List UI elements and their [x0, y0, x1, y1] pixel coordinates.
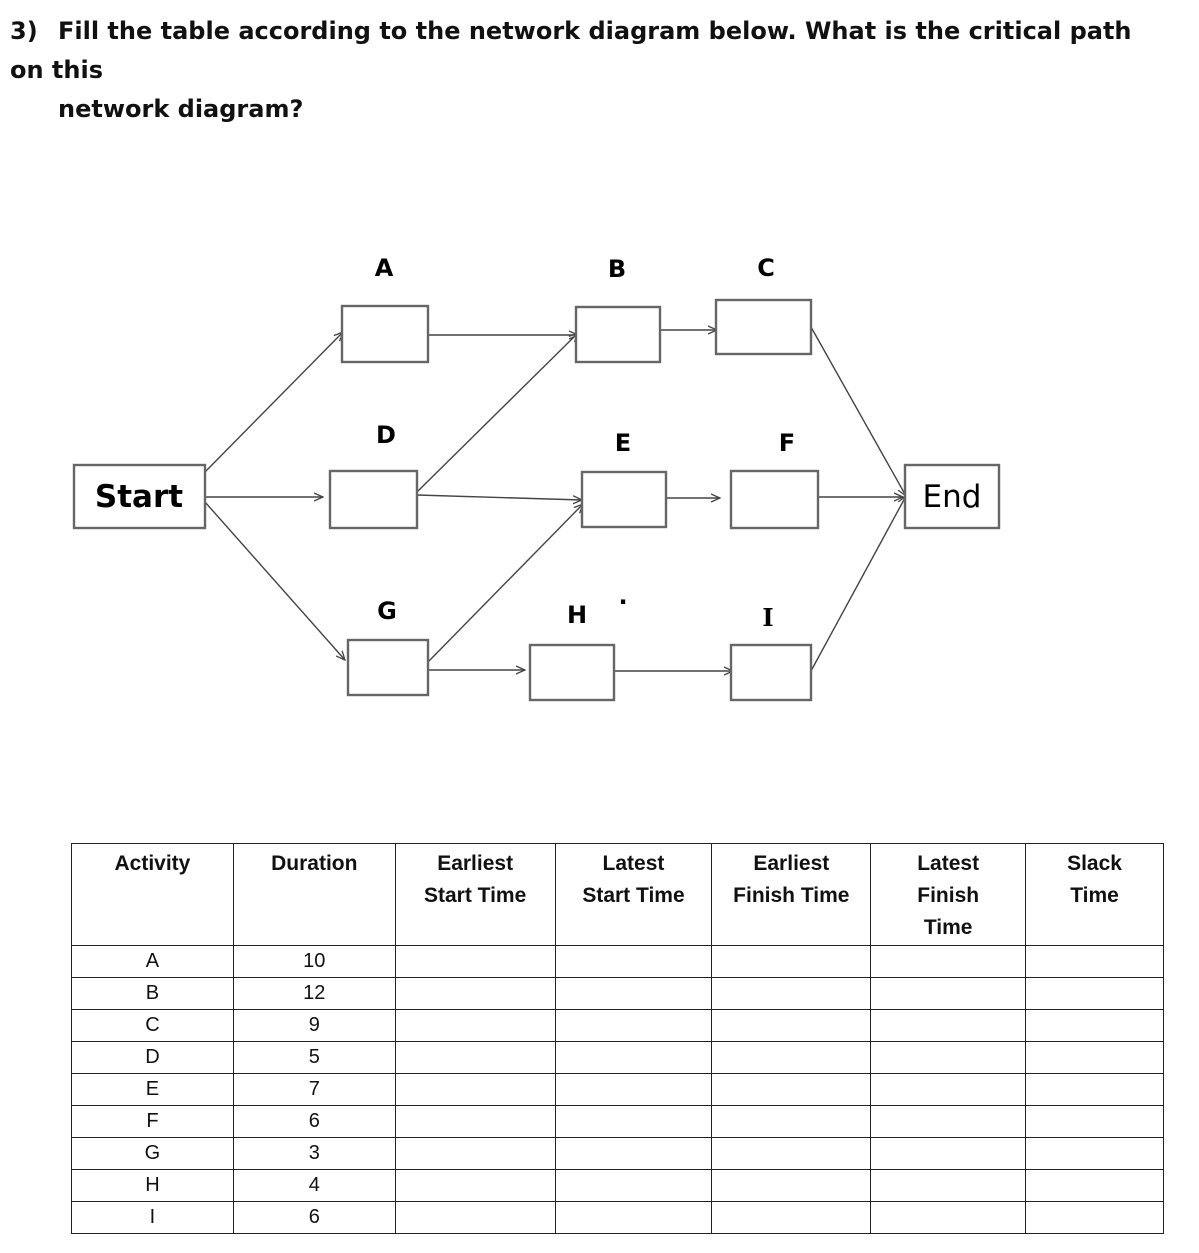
arrow-start-g	[205, 502, 345, 660]
activity-label-d: D	[376, 421, 396, 449]
header-earliest-start: Earliest Start Time	[395, 844, 555, 946]
latest-start-cell[interactable]	[555, 1106, 712, 1138]
activity-label-e: E	[614, 429, 632, 457]
slack-cell[interactable]	[1026, 1106, 1164, 1138]
activity-cell: F	[72, 1106, 234, 1138]
arrow-i-end	[811, 496, 906, 671]
latest-start-cell[interactable]	[555, 1170, 712, 1202]
duration-cell: 5	[233, 1042, 395, 1074]
duration-cell: 4	[233, 1170, 395, 1202]
activity-cell: E	[72, 1074, 234, 1106]
header-latest-finish: Latest Finish Time	[871, 844, 1026, 946]
activity-cell: D	[72, 1042, 234, 1074]
arrow-d-b	[417, 333, 578, 492]
activity-box-g	[348, 640, 428, 695]
latest-start-cell[interactable]	[555, 1138, 712, 1170]
start-node	[74, 465, 205, 528]
latest-finish-cell[interactable]	[871, 1170, 1026, 1202]
stray-dot: ·	[618, 588, 628, 616]
activity-cell: G	[72, 1138, 234, 1170]
latest-start-cell[interactable]	[555, 1202, 712, 1234]
end-node	[905, 465, 999, 528]
arrow-c-end	[811, 327, 906, 496]
latest-finish-cell[interactable]	[871, 946, 1026, 978]
latest-finish-cell[interactable]	[871, 1042, 1026, 1074]
earliest-finish-cell[interactable]	[712, 1010, 871, 1042]
earliest-finish-cell[interactable]	[712, 946, 871, 978]
slack-cell[interactable]	[1026, 1074, 1164, 1106]
latest-start-cell[interactable]	[555, 1042, 712, 1074]
table-body	[72, 946, 1164, 1234]
latest-start-cell[interactable]	[555, 946, 712, 978]
earliest-finish-cell[interactable]	[712, 978, 871, 1010]
slack-cell[interactable]	[1026, 1042, 1164, 1074]
slack-cell[interactable]	[1026, 946, 1164, 978]
activity-label-a: A	[374, 254, 394, 282]
earliest-start-cell[interactable]	[395, 1074, 555, 1106]
latest-start-cell[interactable]	[555, 1010, 712, 1042]
slack-cell[interactable]	[1026, 1202, 1164, 1234]
earliest-start-cell[interactable]	[395, 1138, 555, 1170]
latest-finish-cell[interactable]	[871, 978, 1026, 1010]
earliest-finish-cell[interactable]	[712, 1202, 871, 1234]
latest-finish-cell[interactable]	[871, 1202, 1026, 1234]
latest-start-cell[interactable]	[555, 978, 712, 1010]
arrow-start-a	[205, 332, 343, 472]
activity-box-d	[330, 471, 417, 528]
activity-box-c	[716, 300, 811, 354]
duration-cell: 3	[233, 1138, 395, 1170]
earliest-start-cell[interactable]	[395, 946, 555, 978]
activity-cell: B	[72, 978, 234, 1010]
activity-box-i	[731, 645, 811, 700]
table-row	[72, 1170, 1164, 1202]
activity-cell: H	[72, 1170, 234, 1202]
activity-box-e	[582, 472, 666, 527]
activity-box-b	[576, 307, 660, 362]
earliest-finish-cell[interactable]	[712, 1138, 871, 1170]
earliest-finish-cell[interactable]	[712, 1170, 871, 1202]
slack-cell[interactable]	[1026, 1138, 1164, 1170]
activity-cell: I	[72, 1202, 234, 1234]
latest-start-cell[interactable]	[555, 1074, 712, 1106]
table-row	[72, 946, 1164, 978]
earliest-finish-cell[interactable]	[712, 1042, 871, 1074]
latest-finish-cell[interactable]	[871, 1074, 1026, 1106]
arrow-g-e	[428, 504, 583, 662]
activity-box-f	[731, 471, 818, 528]
end-label: End	[922, 479, 982, 515]
earliest-start-cell[interactable]	[395, 1042, 555, 1074]
activity-cell: A	[72, 946, 234, 978]
earliest-start-cell[interactable]	[395, 1010, 555, 1042]
header-activity: Activity	[72, 844, 234, 946]
earliest-start-cell[interactable]	[395, 1170, 555, 1202]
latest-finish-cell[interactable]	[871, 1010, 1026, 1042]
earliest-finish-cell[interactable]	[712, 1074, 871, 1106]
activity-cell: C	[72, 1010, 234, 1042]
table-row	[72, 1106, 1164, 1138]
table-row	[72, 1010, 1164, 1042]
question-number: 3)	[10, 17, 38, 45]
question-line-2: network diagram?	[58, 95, 304, 123]
header-latest-start: Latest Start Time	[555, 844, 712, 946]
table-row	[72, 1042, 1164, 1074]
latest-finish-cell[interactable]	[871, 1138, 1026, 1170]
earliest-start-cell[interactable]	[395, 978, 555, 1010]
duration-cell: 7	[233, 1074, 395, 1106]
arrow-d-e	[417, 495, 582, 500]
header-slack: Slack Time	[1026, 844, 1164, 946]
activity-label-i: I	[762, 603, 774, 632]
slack-cell[interactable]	[1026, 1010, 1164, 1042]
duration-cell: 6	[233, 1106, 395, 1138]
question-line-1: Fill the table according to the network diagram below. What is the critical path on this	[10, 17, 1132, 84]
start-label: Start	[94, 479, 184, 515]
activity-label-b: B	[607, 255, 627, 283]
activity-label-f: F	[778, 429, 796, 457]
table-row	[72, 1202, 1164, 1234]
table-row	[72, 1138, 1164, 1170]
latest-finish-cell[interactable]	[871, 1106, 1026, 1138]
earliest-start-cell[interactable]	[395, 1106, 555, 1138]
activity-box-a	[342, 306, 428, 362]
duration-cell: 10	[233, 946, 395, 978]
activity-label-c: C	[757, 254, 775, 282]
header-duration: Duration	[233, 844, 395, 946]
duration-cell: 12	[233, 978, 395, 1010]
activity-box-h	[530, 645, 614, 700]
earliest-finish-cell[interactable]	[712, 1106, 871, 1138]
table-row	[72, 978, 1164, 1010]
table-header-row	[72, 844, 1164, 946]
slack-cell[interactable]	[1026, 978, 1164, 1010]
slack-cell[interactable]	[1026, 1170, 1164, 1202]
earliest-start-cell[interactable]	[395, 1202, 555, 1234]
duration-cell: 9	[233, 1010, 395, 1042]
duration-cell: 6	[233, 1202, 395, 1234]
activity-label-h: H	[566, 601, 588, 629]
activity-table	[71, 843, 1164, 1234]
table-row	[72, 1074, 1164, 1106]
header-earliest-finish: Earliest Finish Time	[712, 844, 871, 946]
activity-label-g: G	[377, 597, 397, 625]
